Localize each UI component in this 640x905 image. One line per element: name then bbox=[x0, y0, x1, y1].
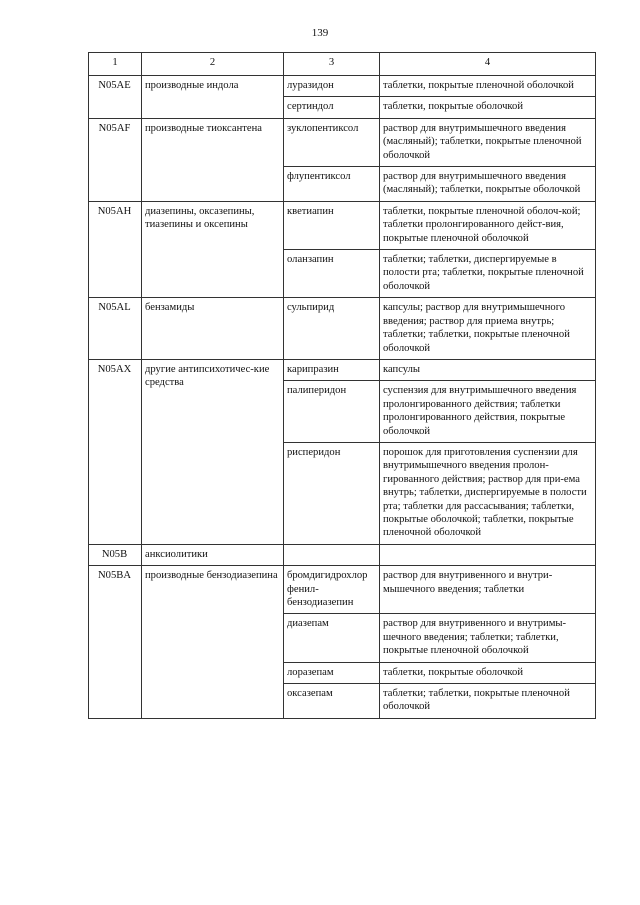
table-row bbox=[89, 359, 596, 380]
group-name: анксиолитики bbox=[142, 544, 284, 565]
table-row bbox=[89, 298, 596, 360]
drug-name: флупентиксол bbox=[284, 167, 380, 202]
atc-code: N05AH bbox=[89, 201, 142, 297]
drug-name: сульпирид bbox=[284, 298, 380, 360]
group-name: бензамиды bbox=[142, 298, 284, 360]
header-cell: 2 bbox=[142, 53, 284, 76]
dosage-forms: таблетки; таблетки, покрытые пленочной оболочкой bbox=[380, 684, 596, 719]
drug-name bbox=[284, 544, 380, 565]
drug-table bbox=[88, 52, 596, 719]
table-row bbox=[89, 566, 596, 614]
dosage-forms: суспензия для внутримышечного введения пролонгированного действия; таблетки пролонгированного действия, покрытые оболочкой bbox=[380, 381, 596, 443]
group-name: другие антипсихотичес-кие средства bbox=[142, 359, 284, 544]
dosage-forms: капсулы; раствор для внутримышечного введения; раствор для приема внутрь; таблетки; таблетки, покрытые пленочной оболочкой bbox=[380, 298, 596, 360]
dosage-forms: раствор для внутривенного и внутримы-шечного введения; таблетки; таблетки, покрытые пленочной оболочкой bbox=[380, 614, 596, 662]
header-cell: 4 bbox=[380, 53, 596, 76]
group-name: производные бензодиазепина bbox=[142, 566, 284, 719]
drug-name: зуклопентиксол bbox=[284, 118, 380, 166]
dosage-forms bbox=[380, 544, 596, 565]
dosage-forms: таблетки, покрытые оболочкой bbox=[380, 662, 596, 683]
drug-name: палиперидон bbox=[284, 381, 380, 443]
drug-name: кветиапин bbox=[284, 201, 380, 249]
dosage-forms: раствор для внутримышечного введения (масляный); таблетки, покрытые пленочной оболочкой bbox=[380, 118, 596, 166]
drug-name: карипразин bbox=[284, 359, 380, 380]
atc-code: N05AE bbox=[89, 76, 142, 119]
header-cell: 1 bbox=[89, 53, 142, 76]
dosage-forms: капсулы bbox=[380, 359, 596, 380]
dosage-forms: таблетки, покрытые пленочной оболоч-кой; таблетки пролонгированного дейст-вия, покрытые пленочной оболочкой bbox=[380, 201, 596, 249]
drug-name: луразидон bbox=[284, 76, 380, 97]
drug-name: оксазепам bbox=[284, 684, 380, 719]
dosage-forms: порошок для приготовления суспензии для внутримышечного введения пролон-гированного действия; раствор для при-ема внутрь; таблетки, диспергируемые в полости рта; таблетки для рассасывания; таблетки, покрытые оболочкой; таблетки, покрытые пленочной оболочкой bbox=[380, 442, 596, 544]
table-row bbox=[89, 118, 596, 166]
table-row bbox=[89, 544, 596, 565]
dosage-forms: таблетки, покрытые оболочкой bbox=[380, 97, 596, 118]
dosage-forms: раствор для внутривенного и внутри-мышечного введения; таблетки bbox=[380, 566, 596, 614]
table-row bbox=[89, 76, 596, 97]
group-name: производные тиоксантена bbox=[142, 118, 284, 201]
atc-code: N05AF bbox=[89, 118, 142, 201]
dosage-forms: таблетки, покрытые пленочной оболочкой bbox=[380, 76, 596, 97]
page-number: 139 bbox=[311, 27, 329, 39]
drug-name: рисперидон bbox=[284, 442, 380, 544]
drug-name: лоразепам bbox=[284, 662, 380, 683]
dosage-forms: таблетки; таблетки, диспергируемые в полости рта; таблетки, покрытые пленочной оболочкой bbox=[380, 250, 596, 298]
group-name: производные индола bbox=[142, 76, 284, 119]
drug-name: диазепам bbox=[284, 614, 380, 662]
atc-code: N05AL bbox=[89, 298, 142, 360]
atc-code: N05BA bbox=[89, 566, 142, 719]
drug-name: сертиндол bbox=[284, 97, 380, 118]
table-header-row bbox=[89, 53, 596, 76]
table-row bbox=[89, 201, 596, 249]
atc-code: N05AX bbox=[89, 359, 142, 544]
header-cell: 3 bbox=[284, 53, 380, 76]
dosage-forms: раствор для внутримышечного введения (масляный); таблетки, покрытые оболочкой bbox=[380, 167, 596, 202]
drug-name: бромдигидрохлор фенил-бензодиазепин bbox=[284, 566, 380, 614]
group-name: диазепины, оксазепины, тиазепины и оксепины bbox=[142, 201, 284, 297]
atc-code: N05B bbox=[89, 544, 142, 565]
drug-name: оланзапин bbox=[284, 250, 380, 298]
